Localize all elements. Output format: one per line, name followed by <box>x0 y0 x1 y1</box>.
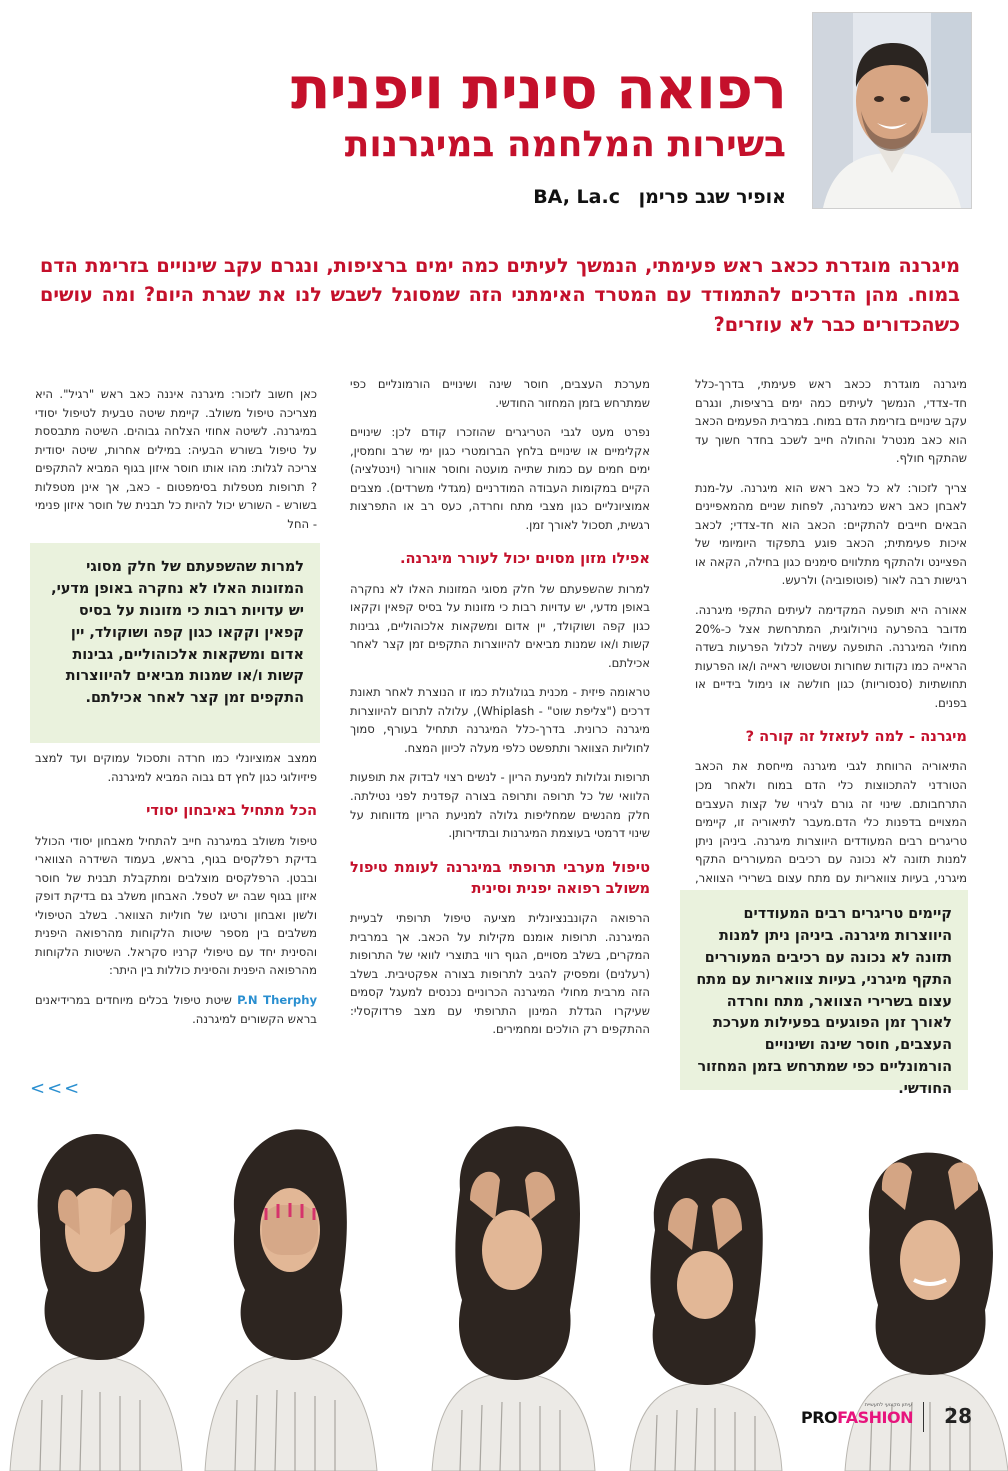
footer-tagline: עיתון מקצועי לתעשיית <box>864 1402 912 1408</box>
author-photo <box>813 13 971 208</box>
paragraph: תרופות וגלולות למניעת הריון - לנשים רצוי לבדוק את תופעות הלוואי של כל תרופה ותרופה בצורה קפדנית לפני נטילתה. חלק מהנשים שמחליפות גלולה למניעת הריון מדווחות על שינוי דרמטי בעוצמת המיגרנות ובתדירותן. <box>350 770 650 841</box>
paragraph: הרפואה הקונבנציונלית מציעה טיפול תרופתי לבעיית המיגרנה. תרופות אומנם מקילות על הכאב. אך במרבית המקרים, בשלב מסויים, הגוף רווי בתוצרי לוואי של התרופות (רעלנים) ומפסיק להגיב לתרופות בצורה אפקטיבית. בשלב הזה מרבית מחולי המיגרנה הכרוניים נכנסים למעגל קסמים שעיקרו הגדלת המינון התרופתי עם מצב פרדוקסלי: ההתקפים רק הולכים ומחמירים. <box>350 910 650 1037</box>
section-heading: הכל מתחיל באיבחון יסודי <box>146 802 317 820</box>
paragraph: טראומה פיזית - מכנית בגולגולת כמו זו הנוצרת לאחר תאונת דרכים ("צליפת שוט" - Whiplash), עלולה לתרום להיווצרות מיגרנה כרונית. בדרך-כלל המיגרנה תתחיל בעורף, סמוך לחוליות הצוואר ותתפשט כלפי מעלה לכיוון המצח. <box>350 685 650 755</box>
author-portrait <box>812 12 972 209</box>
paragraph: ממצב אמוציונלי כמו חרדה ותסכול עמוקים ועד למצב פיזיולוגי כגון לחץ דם גבוה המביא למיגרנה. <box>35 751 317 784</box>
therapy-description: שיטת טיפול בכלים מיוחדים במרידיאנים בראש הקשורים למיגרנה. <box>35 993 317 1026</box>
therapy-brand: P.N Therphy <box>237 993 318 1007</box>
article-title: רפואה סינית ויפנית <box>290 54 786 122</box>
footer-divider <box>923 1402 924 1432</box>
logo-pro: PRO <box>801 1408 838 1427</box>
paragraph: מערכת העצבים, חוסר שינה ושינויים הורמונליים כפי שמתרחש בזמן המחזור החודשי. <box>350 377 650 410</box>
paragraph: נפרט מעט לגבי הטריגרים שהוזכרו קודם לכן: שינויים אקלימיים או שינויים בלחץ הברומטרי כגון ימי שרב וחמסין, ימים חמים עם כמות שתייה מועטה וחוסר אוורור (וינטלציה) הקיים במקומות העבודה המודרניים (מגדלי משרדים). מצבים אמוציונליים כגון מצבי מתח וחרדה, כעס רב או התפרצות רגשית, תסכול לאורך זמן. <box>350 425 650 532</box>
article-subtitle: בשירות המלחמה במיגרנות <box>344 124 786 165</box>
section-heading: מיגרנה - למה לעזאזל זה קורה ? <box>745 728 967 746</box>
paragraph: צריך לזכור: לא כל כאב ראש הוא מיגרנה. על-מנת לאבחן כאב ראש כמיגרנה, לפחות שניים מהמאפיינים הבאים חייבים להתקיים: הכאב הוא חד-צדדי; לכאב איכות פעימתית; הכאב פוגע בתפקוד היומיומי של הפציינט ולהתקף מתלווים סימנים כגון בחילה, הקאה או רגישות רבה לאור (פוטופוביה) ולרעש. <box>695 480 967 588</box>
column-right <box>695 375 967 917</box>
continue-arrows[interactable]: <<< <box>30 1078 82 1099</box>
column-middle <box>350 375 650 1050</box>
pull-quote-triggers: קיימים טריגרים רבים המעודדים היווצרות מיגרנה. ביניהן ניתן למנות תזונה לא נכונה עם רכיבים המעוררים התקף מיגרני, בעיות צוואריות עם מתח עצום בשרירי הצוואר, מתח וחרדה לאורך זמן הפוגעים בפעילות מערכת העצבים, חוסר שינה ושינויים הורמונליים כפי שמתרחש בזמן המחזור החודשי. <box>680 890 968 1090</box>
logo-fashion: FASHION <box>837 1408 913 1427</box>
page-number: 28 <box>944 1404 972 1428</box>
paragraph: התיאוריה הרווחת לגבי מיגרנה מייחסת את הכאב הטורדני להתכווצות כלי הדם במוח ולאחר מכן התרחבותם. שינוי זה גורם לגירוי של קצות העצבים המצויים בדפנות כלי הדם.מעבר לתיאוריה זו, קיימים טריגרים רבים המעודדים היווצרות מיגרנה. ביניהן ניתן למנות תזונה לא נכונה עם רכיבים המעוררים התקף מיגרני, בעיות צוואריות עם מתח עצום בשרירי הצוואר, <box>695 759 967 885</box>
byline <box>533 186 786 208</box>
paragraph <box>35 991 317 1028</box>
paragraph: טיפול משולב במיגרנה חייב להתחיל מאבחון יסודי הכולל בדיקת רפלקסים בגוף, בראש, בעמוד השידרה הצווארי ובבטן. הרפלקסים מוצלבים ומתקבלת תבנית של חוסר איזון בגוף שבה יש לטפל. האבחון משלב גם בדיקת דופק ולשון ואבחון ורטיגו של חוליות הצוואר. בשלב הטיפולי משלבים בין מספר שיטות הלקוחות מהרפואה היפנית והסינית יחד עם טיפולי קרניו סקראל. השיטות הלקוחות מהרפואה היפנית והסינית כוללות בין היתר: <box>35 833 317 978</box>
section-heading: אפילו מזון מסוים יכול לעורר מיגרנה. <box>399 550 650 568</box>
pull-quote-foods: למרות שהשפעתם של חלק מסוגי המזונות האלו לא נחקרה באופן מדעי, יש עדויות רבות כי מזונות על בסיס קפאין וקקאו כגון קפה ושוקולד, יין אדום ומשקאות אלכוהוליים, גבינות קשות ו/או שמנות מביאים להיווצרות התקפים זמן קצר לאחר אכילתם. <box>30 543 320 743</box>
lead-paragraph: מיגרנה מוגדרת ככאב ראש פעימתי, הנמשך לעיתים כמה ימים ברציפות, ונגרם עקב שינויים בזרימת הדם במוח. מהן הדרכים להתמודד עם המטרד האימתני הזה שמסוגל לשבש לנו את שגרת היום? ומה עושים כשהכדורים כבר לא עוזרים? <box>40 254 960 336</box>
magazine-logo <box>801 1408 913 1427</box>
paragraph: אאורה היא תופעה המקדימה לעיתים התקפי מיגרנה. מדובר בהפרעה נוירולוגית, המתרחשת אצל כ-20% מחולי המיגרנה. התופעה עשויה לכלול הפרעות בשדה הראייה כמו נקודות שחורות וטשטושי ראייה ו/או הפרעות תחושתיות (סנסוריות) כגון חולשה או נימול בידיים או בפנים. <box>695 603 967 710</box>
author-degree: BA, La.c <box>533 186 620 208</box>
paragraph: מיגרנה מוגדרת ככאב ראש פעימתי, בדרך-כלל חד-צדדי, הנמשך לעיתים כמה ימים ברציפות, ונגרם עקב שינויים בזרימת הדם במוח. במרבית הפעמים הכאב הוא כאב מנטרל והחולה חייב לשכב בחדר חשוך עד שהתקף חולף. <box>695 377 967 466</box>
author-name: אופיר שגב פרימן <box>638 186 786 208</box>
paragraph: למרות שהשפעתם של חלק מסוגי המזונות האלו לא נחקרה באופן מדעי, יש עדויות רבות כי מזונות על בסיס קפאין וקקאו כגון קפה ושוקולד, יין אדום ומשקאות אלכוהוליים, גבינות קשות ו/או שמנות מביאים להיווצרות התקפים זמן קצר לאחר אכילתם. <box>350 581 650 670</box>
section-heading: טיפול מערבי תרופתי במיגרנה לעומת טיפול משולב רפואה יפנית וסינית <box>350 858 650 897</box>
paragraph: כאן חשוב לזכור: מיגרנה איננה כאב ראש "רגיל". היא מצריכה טיפול משולב. קיימת שיטה טבעית לטיפול יסודי במיגרנה. לשיטה אחוזי הצלחה גבוהים. השיטה מתבססת על טיפול בשורש הבעיה: במילים אחרות, שיטה יסודית צריכה לגלות: מהו אותו חוסר איזון בגוף המביא להתקפים ? תרופות מטפלות בסימפטום - כאב, אך אינן מטפלות בשורש - השורש יכול להיות כל תבנית של חוסר איזון פנימי - החל <box>35 387 317 531</box>
